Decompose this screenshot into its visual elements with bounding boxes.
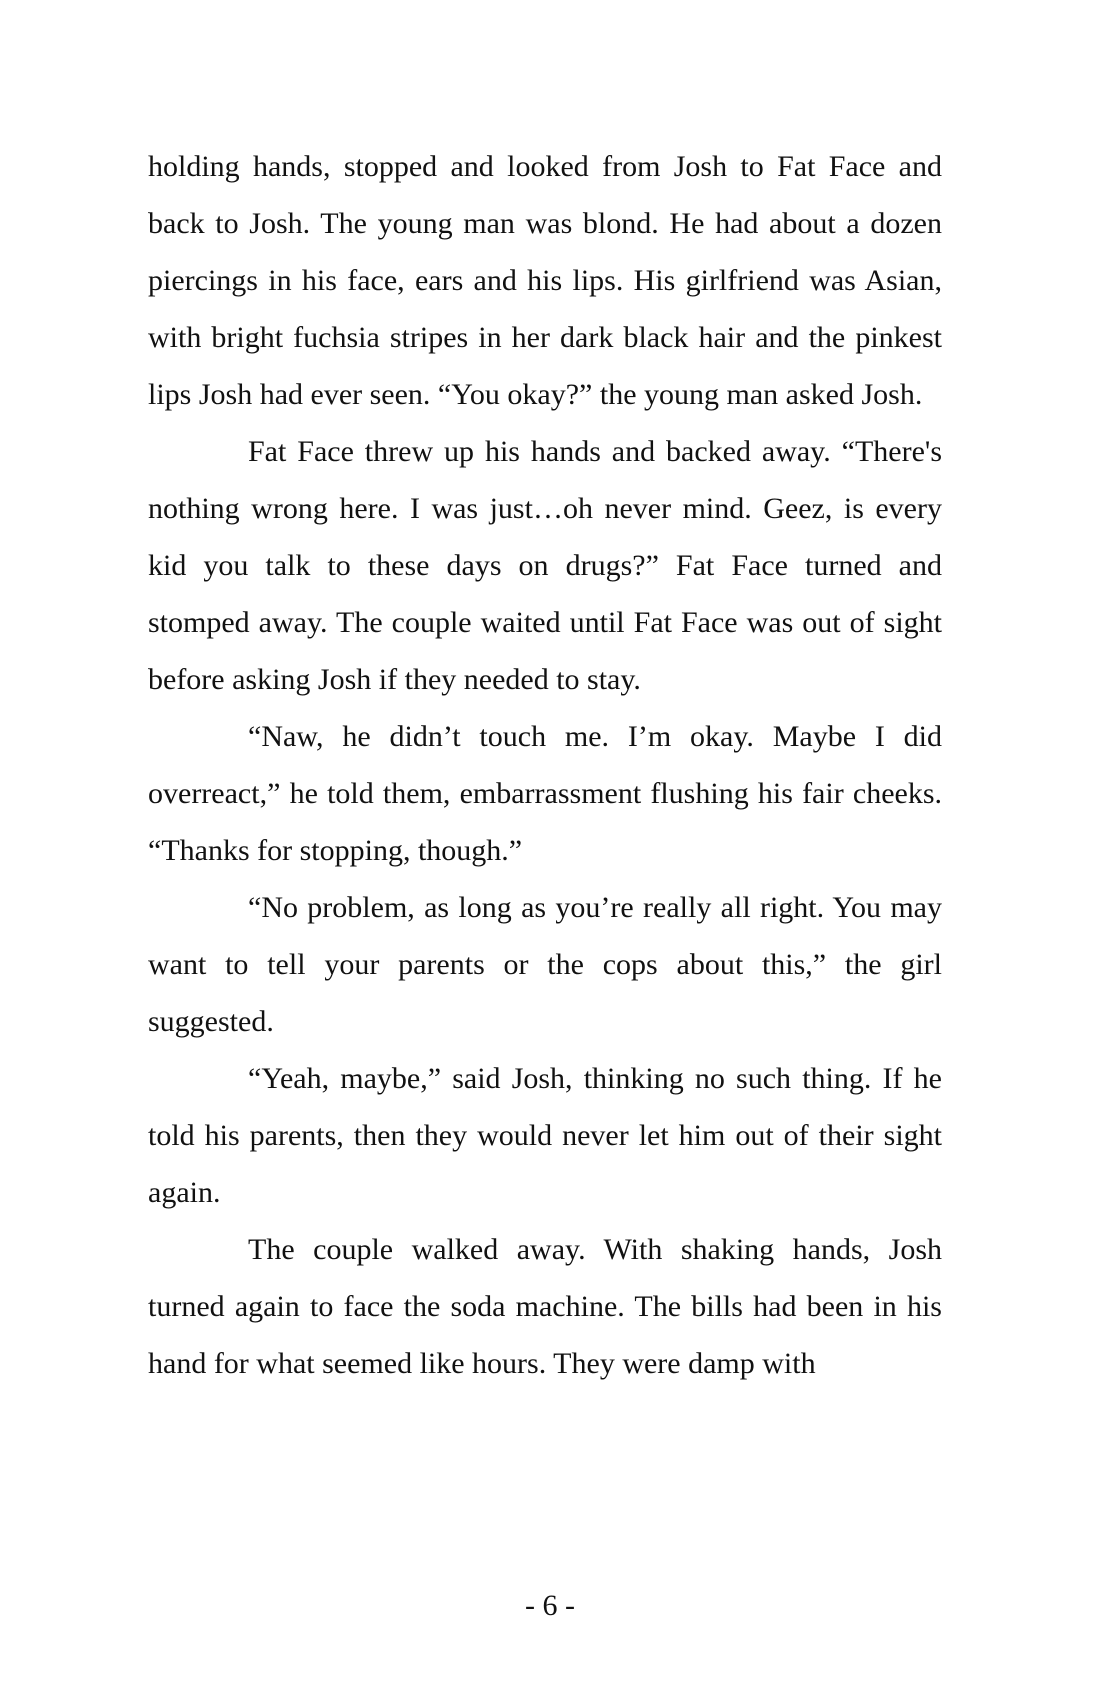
paragraph-4: “No problem, as long as you’re really all right. You may want to tell your parents or the cops about this,” the girl suggested. — [148, 891, 942, 1038]
paragraph-5: “Yeah, maybe,” said Josh, thinking no such thing. If he told his parents, then they would never let him out of their sight again. — [148, 1062, 942, 1209]
body-text — [148, 138, 942, 1392]
paragraph-6: The couple walked away. With shaking hands, Josh turned again to face the soda machine. The bills had been in his hand for what seemed like hours. They were damp with — [148, 1233, 942, 1380]
paragraph-2: Fat Face threw up his hands and backed away. “There's nothing wrong here. I was just…oh never mind. Geez, is every kid you talk to these days on drugs?” Fat Face turned and stomped away. The couple waited until Fat Face was out of sight before asking Josh if they needed to stay. — [148, 435, 942, 696]
page-number: - 6 - — [525, 1589, 575, 1622]
paragraph-1: holding hands, stopped and looked from Josh to Fat Face and back to Josh. The young man was blond. He had about a dozen piercings in his face, ears and his lips. His girlfriend was Asian, with bright fuchsia stripes in her dark black hair and the pinkest lips Josh had ever seen. “You okay?” the young man asked Josh. — [148, 150, 942, 411]
paragraph-3: “Naw, he didn’t touch me. I’m okay. Maybe I did overreact,” he told them, embarrassment flushing his fair cheeks. “Thanks for stopping, though.” — [148, 720, 942, 867]
